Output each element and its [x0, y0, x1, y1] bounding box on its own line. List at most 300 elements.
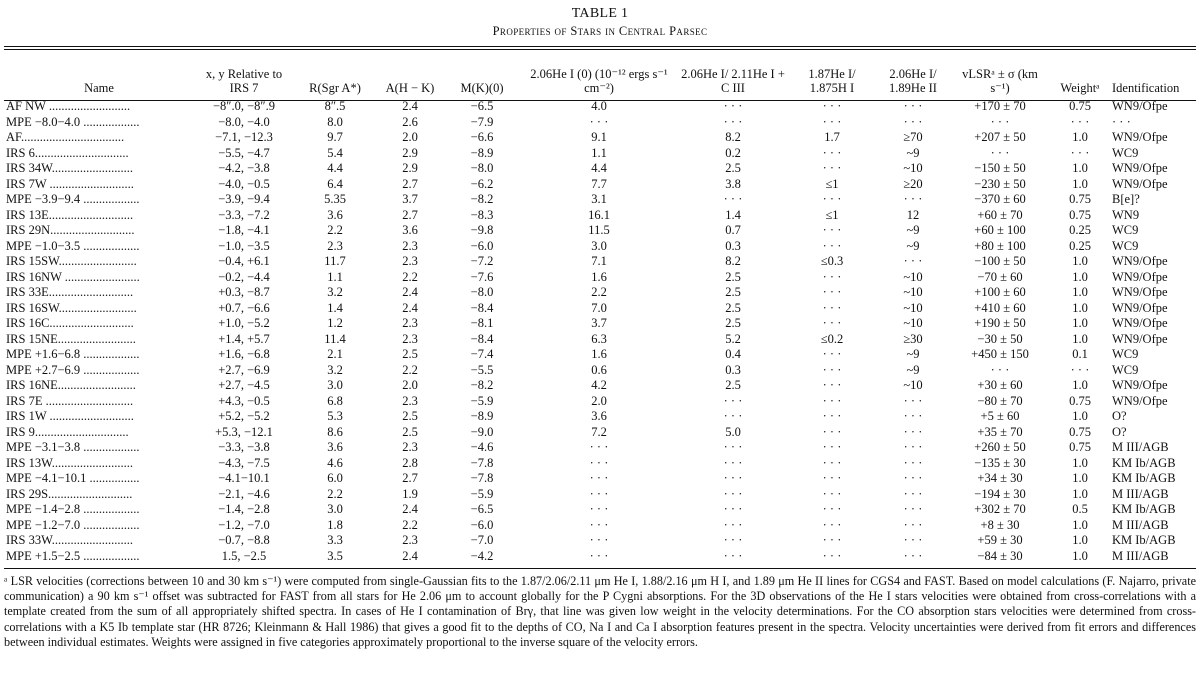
- table-cell: O?: [1112, 424, 1127, 439]
- table-cell: ≤1: [825, 176, 839, 191]
- table-cell: IRS 34W..........................: [6, 161, 133, 175]
- table-cell: IRS 33E...........................: [6, 285, 134, 299]
- table-cell: · · ·: [822, 223, 842, 237]
- table-cell: 3.2: [327, 362, 343, 377]
- table-cell: 2.5: [725, 300, 741, 315]
- table-cell: IRS 13E...........................: [6, 207, 134, 222]
- column-header: M(K)(0): [460, 81, 504, 95]
- table-cell: 1.4: [327, 300, 343, 315]
- table-cell: · · ·: [903, 424, 923, 439]
- table-cell: · · ·: [903, 471, 923, 485]
- table-cell: WN9/Ofpe: [1112, 378, 1168, 392]
- table-cell: · · ·: [822, 300, 842, 315]
- table-cell: +60 ± 70: [977, 207, 1023, 222]
- table-cell: · · ·: [723, 192, 743, 206]
- table-cell: WN9/Ofpe: [1112, 130, 1168, 144]
- table-cell: WN9/Ofpe: [1112, 331, 1168, 346]
- table-cell: 1.9: [402, 486, 418, 501]
- table-row: [4, 177, 1196, 193]
- table-cell: +410 ± 60: [974, 300, 1026, 315]
- table-cell: M III/AGB: [1112, 440, 1169, 454]
- table-cell: −2.1, −4.6: [218, 486, 270, 501]
- table-cell: · · ·: [990, 114, 1010, 129]
- table-row: [4, 223, 1196, 239]
- table-cell: 3.8: [725, 176, 741, 191]
- table-cell: 2.2: [402, 517, 418, 532]
- column-header: 2.06He I/ 2.11He I + C III: [681, 67, 785, 95]
- table-cell: +59 ± 30: [977, 533, 1023, 547]
- table-cell: −5.9: [470, 393, 494, 408]
- table-cell: −3.9, −9.4: [218, 192, 270, 206]
- table-cell: 2.5: [402, 347, 418, 361]
- table-cell: +1.0, −5.2: [218, 316, 270, 330]
- table-cell: −6.0: [470, 238, 494, 253]
- table-cell: IRS 6..............................: [6, 145, 129, 160]
- table-cell: −4.3, −7.5: [218, 455, 270, 470]
- table-cell: IRS 7W ...........................: [6, 176, 134, 191]
- table-cell: 0.6: [591, 362, 607, 377]
- table-cell: · · ·: [903, 548, 923, 563]
- table-cell: 2.5: [725, 161, 741, 175]
- table-cell: ~10: [903, 316, 923, 330]
- table-cell: ≥20: [903, 176, 923, 191]
- table-cell: M III/AGB: [1112, 548, 1169, 563]
- table-cell: 3.0: [327, 378, 343, 392]
- table-cell: KM Ib/AGB: [1112, 502, 1176, 516]
- table-cell: · · ·: [903, 440, 923, 454]
- column-header: R(Sgr A*): [309, 81, 361, 95]
- table-cell: 2.2: [327, 486, 343, 501]
- table-cell: 0.75: [1069, 192, 1091, 206]
- table-cell: 1.5, −2.5: [221, 548, 267, 563]
- table-cell: WN9/Ofpe: [1112, 316, 1168, 330]
- table-cell: IRS 13W..........................: [6, 455, 133, 470]
- table-cell: 4.0: [591, 99, 607, 113]
- table-cell: · · ·: [903, 114, 923, 129]
- table-cell: · · ·: [822, 316, 842, 330]
- table-cell: · · ·: [1070, 362, 1090, 377]
- table-cell: −6.5: [470, 502, 494, 516]
- table-cell: 1.6: [591, 347, 607, 361]
- table-cell: 0.75: [1069, 424, 1091, 439]
- table-cell: +8 ± 30: [980, 517, 1020, 532]
- table-cell: KM Ib/AGB: [1112, 471, 1176, 485]
- table-cell: 3.7: [591, 316, 607, 330]
- table-cell: −6.5: [470, 99, 494, 113]
- column-header: vLSRᵃ ± σ (km s⁻¹): [962, 67, 1038, 95]
- table-cell: +4.3, −0.5: [218, 393, 270, 408]
- table-cell: 6.4: [327, 176, 343, 191]
- bottom-rule: [4, 568, 1196, 569]
- table-cell: WC9: [1112, 223, 1139, 237]
- table-cell: 2.5: [725, 378, 741, 392]
- column-header: Name: [84, 81, 114, 95]
- table-cell: · · ·: [723, 502, 743, 516]
- properties-table: [4, 55, 1196, 564]
- table-cell: 1.0: [1072, 548, 1088, 563]
- table-cell: 3.6: [591, 409, 607, 423]
- table-row: [4, 347, 1196, 363]
- table-cell: 2.1: [327, 347, 343, 361]
- table-cell: · · ·: [903, 486, 923, 501]
- table-cell: 2.9: [402, 161, 418, 175]
- table-cell: WC9: [1112, 347, 1139, 361]
- table-cell: 2.5: [725, 285, 741, 299]
- table-cell: +80 ± 100: [974, 238, 1026, 253]
- table-cell: 0.25: [1069, 223, 1091, 237]
- table-cell: ~9: [906, 238, 920, 253]
- table-cell: 11.5: [588, 223, 610, 237]
- header-row: [4, 55, 1196, 95]
- table-cell: 2.6: [402, 114, 418, 129]
- table-cell: −8.0, −4.0: [218, 114, 270, 129]
- table-row: [4, 254, 1196, 270]
- table-cell: +2.7, −4.5: [218, 378, 270, 392]
- table-cell: 7.2: [591, 424, 607, 439]
- table-cell: +450 ± 150: [971, 347, 1029, 361]
- footnote: ᵃ LSR velocities (corrections between 10 and 30 km s⁻¹) were computed from single-Gaussian fits to the 1.87/2.06/2.11 μm He I, 1.88/2.16 μm H I, and 1.89 μm He II lines for CGS4 and FAST. Based on model calculations (F. Najarro, private communication) a 90 km s⁻¹ offset was subtracted for FAST from all stars for He 2.06 μm to account globally for the P Cygni absorptions. For the 3D observations of the He I stars velocities were obtained from cross-correlations with a template created from the sum of all appropriately shifted spectra. In cases of He I contamination of Brγ, that line was given low weight in the velocity determinations. For the CO absorption stars velocities were determined from cross-correlations with a K5 Ib template star (HR 8726; Kleinmann & Hall 1986) that gives a good fit to the depths of CO, Na I and Ca I absorption features present in the spectra. Velocity uncertainties were derived from fit errors and differences between individual estimates. Weights were assigned in five categories approximately proportional to the inverse square of the velocity errors.: [4, 574, 1196, 649]
- table-cell: 2.5: [402, 424, 418, 439]
- table-cell: · · ·: [822, 347, 842, 361]
- table-cell: 2.7: [402, 471, 418, 485]
- table-cell: 1.8: [327, 517, 343, 532]
- table-cell: −7.2: [470, 254, 494, 268]
- table-cell: −8.4: [470, 300, 494, 315]
- table-cell: 2.3: [327, 238, 343, 253]
- table-cell: +207 ± 50: [974, 130, 1026, 144]
- table-cell: +30 ± 60: [977, 378, 1023, 392]
- table-row: [4, 239, 1196, 255]
- table-cell: 1.0: [1072, 471, 1088, 485]
- table-cell: · · ·: [1070, 145, 1090, 160]
- table-cell: · · ·: [589, 440, 609, 454]
- table-cell: −7.9: [470, 114, 494, 129]
- table-cell: 2.3: [402, 254, 418, 268]
- table-cell: +0.3, −8.7: [218, 285, 270, 299]
- table-row: [4, 146, 1196, 162]
- table-cell: · · ·: [723, 440, 743, 454]
- table-cell: · · ·: [723, 517, 743, 532]
- table-cell: −4.0, −0.5: [218, 176, 270, 191]
- table-cell: · · ·: [589, 533, 609, 547]
- table-cell: 2.3: [402, 533, 418, 547]
- table-cell: −6.6: [470, 130, 494, 144]
- table-cell: 1.0: [1072, 409, 1088, 423]
- table-cell: 0.75: [1069, 393, 1091, 408]
- table-row: [4, 270, 1196, 286]
- table-cell: −100 ± 50: [974, 254, 1026, 268]
- table-cell: +34 ± 30: [977, 471, 1023, 485]
- table-cell: · · ·: [723, 455, 743, 470]
- table-cell: 3.7: [402, 192, 418, 206]
- table-cell: 0.1: [1072, 347, 1088, 361]
- table-cell: −9.0: [470, 424, 494, 439]
- table-row: [4, 533, 1196, 549]
- column-header: 2.06He I/ 1.89He II: [889, 67, 937, 95]
- table-cell: −8.4: [470, 331, 494, 346]
- table-cell: 1.6: [591, 269, 607, 284]
- table-cell: ≤0.3: [820, 254, 844, 268]
- table-cell: AF NW ..........................: [6, 99, 131, 113]
- table-cell: MPE −1.2−7.0 ..................: [6, 517, 140, 532]
- table-cell: 4.4: [327, 161, 343, 175]
- table-cell: −7.6: [470, 269, 494, 284]
- table-cell: · · ·: [903, 192, 923, 206]
- table-cell: 2.4: [402, 502, 418, 516]
- table-cell: 1.0: [1072, 300, 1088, 315]
- table-cell: −7.8: [470, 471, 494, 485]
- table-cell: ~9: [906, 223, 920, 237]
- table-cell: 1.0: [1072, 176, 1088, 191]
- table-cell: 6.3: [591, 331, 607, 346]
- table-cell: 3.6: [402, 223, 418, 237]
- table-cell: 1.0: [1072, 486, 1088, 501]
- table-cell: 2.3: [402, 331, 418, 346]
- table-cell: 11.7: [324, 254, 346, 268]
- column-header: Weightᵃ: [1060, 81, 1100, 95]
- table-cell: −3.3, −3.8: [218, 440, 270, 454]
- table-cell: ~9: [906, 145, 920, 160]
- table-row: [4, 518, 1196, 534]
- table-cell: −8.0: [470, 161, 494, 175]
- table-cell: · · ·: [822, 378, 842, 392]
- table-cell: · · ·: [723, 393, 743, 408]
- table-cell: · · ·: [589, 517, 609, 532]
- table-cell: 3.0: [591, 238, 607, 253]
- table-cell: · · ·: [1112, 114, 1131, 129]
- table-cell: ~10: [903, 285, 923, 299]
- table-cell: · · ·: [822, 502, 842, 516]
- table-cell: −1.0, −3.5: [218, 238, 270, 253]
- table-cell: · · ·: [822, 548, 842, 563]
- table-row: [4, 332, 1196, 348]
- table-cell: 1.0: [1072, 316, 1088, 330]
- table-cell: · · ·: [723, 114, 743, 129]
- table-cell: 1.0: [1072, 517, 1088, 532]
- table-cell: 3.6: [327, 440, 343, 454]
- table-cell: +35 ± 70: [977, 424, 1023, 439]
- table-cell: ~10: [903, 378, 923, 392]
- table-cell: 0.4: [725, 347, 741, 361]
- table-cell: 7.7: [591, 176, 607, 191]
- table-cell: 4.4: [591, 161, 607, 175]
- table-cell: 0.75: [1069, 99, 1091, 113]
- table-cell: +0.7, −6.6: [218, 300, 270, 315]
- table-cell: MPE +1.5−2.5 ..................: [6, 548, 140, 563]
- table-cell: 2.5: [402, 409, 418, 423]
- table-cell: ~10: [903, 161, 923, 175]
- table-cell: −4.6: [470, 440, 494, 454]
- table-cell: 2.9: [402, 145, 418, 160]
- table-cell: · · ·: [822, 533, 842, 547]
- table-row: [4, 394, 1196, 410]
- table-row: [4, 502, 1196, 518]
- table-cell: −8.9: [470, 145, 494, 160]
- table-cell: 6.8: [327, 393, 343, 408]
- table-cell: MPE +2.7−6.9 ..................: [6, 362, 140, 377]
- table-cell: 1.0: [1072, 161, 1088, 175]
- table-cell: −230 ± 50: [974, 176, 1026, 191]
- table-cell: M III/AGB: [1112, 517, 1169, 532]
- table-cell: 2.4: [402, 300, 418, 315]
- table-cell: MPE +1.6−6.8 ..................: [6, 347, 140, 361]
- table-cell: · · ·: [822, 424, 842, 439]
- table-cell: 2.5: [725, 269, 741, 284]
- table-cell: M III/AGB: [1112, 486, 1169, 501]
- table-cell: −7.8: [470, 455, 494, 470]
- table-cell: −4.2, −3.8: [218, 161, 270, 175]
- table-cell: IRS 16NE.........................: [6, 378, 136, 392]
- table-cell: · · ·: [589, 114, 609, 129]
- table-cell: −8.1: [470, 316, 494, 330]
- column-header: 1.87He I/ 1.875H I: [808, 67, 856, 95]
- table-cell: 7.1: [591, 254, 607, 268]
- table-cell: · · ·: [990, 145, 1010, 160]
- table-cell: −5.9: [470, 486, 494, 501]
- table-row: [4, 456, 1196, 472]
- table-cell: · · ·: [589, 455, 609, 470]
- table-cell: +260 ± 50: [974, 440, 1026, 454]
- table-cell: −370 ± 60: [974, 192, 1026, 206]
- table-cell: · · ·: [822, 161, 842, 175]
- table-cell: · · ·: [723, 99, 743, 113]
- table-cell: 1.0: [1072, 455, 1088, 470]
- table-cell: −7.4: [470, 347, 494, 361]
- table-cell: · · ·: [822, 269, 842, 284]
- table-cell: O?: [1112, 409, 1127, 423]
- table-cell: 2.2: [327, 223, 343, 237]
- table-cell: · · ·: [589, 486, 609, 501]
- column-header: 2.06He I (0) (10⁻¹² ergs s⁻¹ cm⁻²): [530, 67, 668, 95]
- table-cell: MPE −3.1−3.8 ..................: [6, 440, 140, 454]
- table-cell: −8.3: [470, 207, 494, 222]
- table-cell: 5.2: [725, 331, 741, 346]
- table-row: [4, 301, 1196, 317]
- table-cell: KM Ib/AGB: [1112, 455, 1176, 470]
- table-cell: −194 ± 30: [974, 486, 1026, 501]
- table-cell: 1.0: [1072, 331, 1088, 346]
- table-cell: · · ·: [822, 285, 842, 299]
- column-header: Identification: [1112, 81, 1180, 95]
- table-cell: MPE −4.1−10.1 ................: [6, 471, 140, 485]
- table-cell: ≤0.2: [820, 331, 844, 346]
- table-cell: 0.75: [1069, 440, 1091, 454]
- table-cell: −1.4, −2.8: [218, 502, 270, 516]
- table-cell: 3.5: [327, 548, 343, 563]
- table-cell: 2.8: [402, 455, 418, 470]
- table-cell: 1.0: [1072, 254, 1088, 268]
- table-cell: IRS 16C...........................: [6, 316, 134, 330]
- table-cell: −8″.0, −8″.9: [212, 99, 275, 113]
- table-title: TABLE 1: [571, 6, 629, 21]
- table-cell: 0.7: [725, 223, 741, 237]
- table-cell: ≥30: [903, 331, 923, 346]
- table-cell: −5.5, −4.7: [218, 145, 270, 160]
- table-cell: 0.2: [725, 145, 741, 160]
- table-cell: 2.5: [725, 316, 741, 330]
- table-cell: 8.0: [327, 114, 343, 129]
- table-cell: · · ·: [903, 455, 923, 470]
- table-cell: −1.8, −4.1: [218, 223, 270, 237]
- table-cell: WC9: [1112, 362, 1139, 377]
- table-row: [4, 440, 1196, 456]
- table-row: [4, 208, 1196, 224]
- table-cell: 4.6: [327, 455, 343, 470]
- table-cell: · · ·: [723, 533, 743, 547]
- top-rule-double: [4, 49, 1196, 50]
- table-cell: −80 ± 70: [977, 393, 1023, 408]
- table-cell: IRS 7E ............................: [6, 393, 134, 408]
- table-row: [4, 487, 1196, 503]
- table-cell: · · ·: [723, 409, 743, 423]
- table-cell: 2.7: [402, 207, 418, 222]
- table-cell: 1.2: [327, 316, 343, 330]
- table-cell: 3.3: [327, 533, 343, 547]
- table-cell: ~9: [906, 347, 920, 361]
- table-cell: 2.4: [402, 285, 418, 299]
- table-cell: MPE −1.4−2.8 ..................: [6, 502, 140, 516]
- table-row: [4, 378, 1196, 394]
- table-row: [4, 316, 1196, 332]
- table-row: [4, 425, 1196, 441]
- table-cell: −6.0: [470, 517, 494, 532]
- table-cell: IRS 16SW.........................: [6, 300, 137, 315]
- table-cell: · · ·: [903, 502, 923, 516]
- table-cell: −7.0: [470, 533, 494, 547]
- table-cell: IRS 33W..........................: [6, 533, 133, 547]
- table-cell: 2.0: [402, 130, 418, 144]
- table-cell: · · ·: [822, 486, 842, 501]
- table-cell: · · ·: [903, 99, 923, 113]
- table-cell: WN9/Ofpe: [1112, 161, 1168, 175]
- table-cell: 9.7: [327, 130, 343, 144]
- table-cell: IRS 1W ...........................: [6, 409, 134, 423]
- table-cell: −8.2: [470, 192, 494, 206]
- table-cell: +170 ± 70: [974, 99, 1026, 113]
- table-cell: · · ·: [903, 254, 923, 268]
- table-cell: +100 ± 60: [974, 285, 1026, 299]
- table-cell: WN9/Ofpe: [1112, 285, 1168, 299]
- table-cell: AF.................................: [6, 130, 125, 144]
- table-cell: · · ·: [822, 362, 842, 377]
- table-cell: · · ·: [903, 517, 923, 532]
- table-cell: · · ·: [822, 455, 842, 470]
- table-cell: KM Ib/AGB: [1112, 533, 1176, 547]
- table-cell: −9.8: [470, 223, 494, 237]
- table-cell: −8.0: [470, 285, 494, 299]
- table-cell: · · ·: [822, 393, 842, 408]
- table-cell: · · ·: [822, 409, 842, 423]
- table-cell: · · ·: [903, 409, 923, 423]
- table-cell: · · ·: [822, 238, 842, 253]
- table-cell: −8.9: [470, 409, 494, 423]
- table-cell: IRS 16NW ........................: [6, 269, 140, 284]
- table-cell: 2.2: [402, 269, 418, 284]
- table-cell: 2.2: [402, 362, 418, 377]
- table-cell: −135 ± 30: [974, 455, 1026, 470]
- table-row: [4, 549, 1196, 565]
- table-row: [4, 285, 1196, 301]
- column-header: A(H − K): [385, 81, 435, 95]
- table-cell: 2.0: [591, 393, 607, 408]
- table-cell: −4.2: [470, 548, 494, 563]
- table-cell: 6.0: [327, 471, 343, 485]
- table-cell: 2.3: [402, 393, 418, 408]
- table-cell: 5.4: [327, 145, 343, 160]
- table-cell: 2.0: [402, 378, 418, 392]
- table-cell: 3.1: [591, 192, 607, 206]
- column-header: x, y Relative to IRS 7: [205, 67, 283, 95]
